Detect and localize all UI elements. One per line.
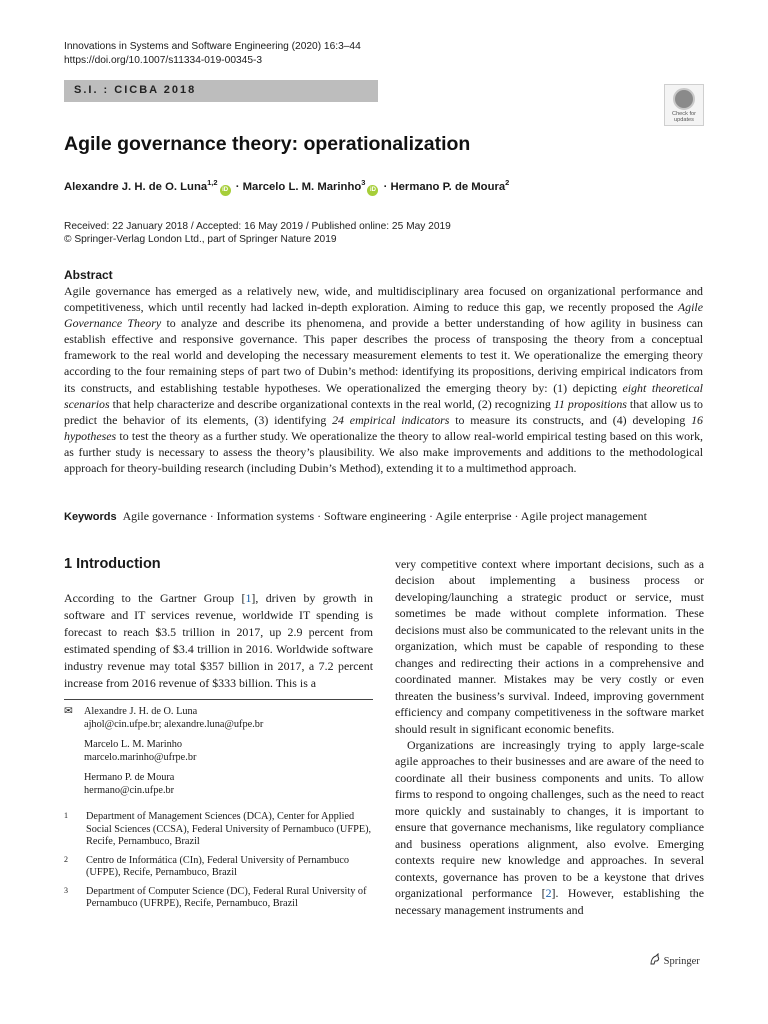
abstract-text: to test the theory as a further study. We operationalize the theory to allow real-world empirical testing based on this work, as further study is necessary to assess the theory’s plausibility. We also make improvements and additions to the methodological approach for theory-building research (including Dubin’s Method), extending it to a multimethod approach.: [64, 428, 703, 476]
abstract-text: that allow us to predict the behavior of its elements, (3) identifying: [64, 396, 703, 427]
check-for-updates-badge[interactable]: [664, 84, 704, 126]
affiliation-text: Department of Computer Science (DC), Federal Rural University of Pernambuco (UFRPE), Recife, Pernambuco, Brazil: [86, 885, 367, 909]
abstract-emphasis: Agile Governance Theory: [64, 300, 703, 331]
keywords-label: Keywords: [64, 511, 117, 523]
publication-dates: [64, 220, 451, 246]
orcid-icon[interactable]: iD: [367, 185, 378, 196]
badge-line2: updates: [674, 117, 694, 123]
affiliation-text: Department of Management Sciences (DCA), Center for Applied Social Sciences (CCSA), Federal University of Pernambuco (UFPE), Recife, Pernambuco, Brazil: [86, 811, 372, 847]
section-banner-label: S.I. : CICBA 2018: [74, 84, 197, 96]
affiliation-text: Centro de Informática (CIn), Federal University of Pernambuco (UFPE), Recife, Pernambuco, Brazil: [86, 854, 350, 878]
affiliation-number: 1: [64, 811, 68, 820]
affiliation-item: [64, 886, 373, 911]
intro-paragraph-2: very competitive context where important decisions, such as a decision about implementing a business process or developing/launching a strategic product or service, must sometimes be made without complete information. These decisions must also be communicated to the relevant units in the organization, which must be capable of responding to these changes and redirecting their actions in a comprehensive and coordinated manner. Mistakes may be very costly or even threaten the business’s survival. Indeed, improving government efficiency and company competitiveness in the software market should result in significant economic benefits.: [395, 557, 704, 736]
author-contact-name: Marcelo L. M. Marinho: [84, 739, 183, 750]
orcid-icon[interactable]: iD: [220, 185, 231, 196]
author-contact-email[interactable]: hermano@cin.ufpe.br: [84, 784, 175, 796]
affiliation-number: 3: [64, 885, 68, 895]
author-affil-sup: 2: [505, 178, 510, 187]
publisher-name: Springer: [663, 956, 700, 967]
crossmark-icon: [673, 88, 695, 110]
abstract-emphasis: 24 empirical indicators: [332, 412, 450, 427]
author-separator: ·: [232, 180, 243, 193]
intro-text: ], driven by growth in software and IT services revenue, worldwide IT spending is forecast to reach $3.5 trillion in 2017, up 2.9 percent from estimated spending of $3.4 trillion in 2016. Worldwide software industry revenue may total $357 billion in 2017, a 7.2 percent increase from 2016 revenue of $333 billion. This is a: [64, 591, 374, 691]
abstract-emphasis: 11 propositions: [553, 396, 627, 411]
author-name: Alexandre J. H. de O. Luna: [64, 180, 208, 193]
author-contact-email[interactable]: marcelo.marinho@ufrpe.br: [84, 751, 197, 763]
author-name: Hermano P. de Moura: [390, 180, 506, 193]
author-list: [64, 178, 509, 196]
publisher-footer: [648, 953, 700, 967]
footnote-divider: [64, 699, 373, 700]
paper-title: Agile governance theory: operationalization: [64, 133, 471, 155]
author-name: Marcelo L. M. Marinho: [242, 180, 362, 193]
history-line: Received: 22 January 2018 / Accepted: 16 May 2019 / Published online: 25 May 2019: [64, 221, 451, 232]
envelope-icon: ✉: [64, 706, 73, 717]
keywords-text: Agile governance · Information systems · Software engineering · Agile enterprise · Agile project management: [122, 509, 647, 523]
affiliation-item: [64, 811, 373, 849]
intro-paragraph-3: [395, 737, 704, 918]
corresponding-author-name: Alexandre J. H. de O. Luna: [84, 706, 198, 717]
citation-link[interactable]: 2: [545, 886, 552, 901]
abstract-emphasis: 16 hypotheses: [64, 412, 703, 443]
abstract-body: [64, 283, 703, 476]
correspondence-block: [64, 706, 373, 917]
author-separator: ·: [380, 180, 391, 193]
intro-paragraph-1: [64, 590, 373, 693]
author-affil-sup: 1,2: [207, 178, 218, 187]
corresponding-author-email[interactable]: ajhol@cin.ufpe.br; alexandre.luna@ufpe.br: [84, 718, 264, 730]
abstract-emphasis: eight theoretical scenarios: [64, 380, 703, 411]
intro-text: ]. However, establishing the necessary management instruments and: [395, 886, 704, 917]
author-affil-sup: 3: [361, 178, 366, 187]
copyright-line: © Springer-Verlag London Ltd., part of Springer Nature 2019: [64, 234, 337, 245]
abstract-text: that help characterize and describe organizational contexts in the real world, (2) recognizing: [109, 396, 554, 411]
abstract-text: to measure its constructs, and (4) developing: [449, 412, 692, 427]
springer-horse-icon: [648, 953, 661, 966]
badge-line1: Check for: [672, 111, 696, 117]
abstract-heading: Abstract: [64, 268, 113, 282]
keywords-line: [64, 509, 724, 524]
author-contact-name: Hermano P. de Moura: [84, 772, 175, 783]
doi-link[interactable]: https://doi.org/10.1007/s11334-019-00345-3: [64, 55, 263, 66]
affiliation-item: [64, 855, 373, 880]
intro-text: According to the Gartner Group [: [64, 591, 246, 605]
section-banner: [64, 80, 378, 102]
abstract-text: to analyze and describe its phenomena, and provide a better understanding of how agility in business can establish effective and responsive governance. This paper describes the process of transposing the theory from a conceptual framework to the real world and developing the necessary measurement elements to test it. We operationalize the emerging theory according to the four remaining steps of part two of Dubin’s method: identifying its propositions, deriving empirical indicators from its constructs, and establishing testable hypotheses. We operationalized the emerging theory by: (1) depicting: [64, 316, 704, 395]
journal-citation: Innovations in Systems and Software Engineering (2020) 16:3–44: [64, 41, 361, 52]
journal-header: [64, 40, 361, 68]
section-heading-introduction: 1 Introduction: [64, 556, 161, 572]
intro-text: Organizations are increasingly trying to apply large-scale agile approaches to their businesses and are aware of the need to coordinate all their business components and units. To allow firms to respond to ongoing challenges, such as the need to react more quickly and sustainably to changes, it is important to ensure that governance mechanisms, like regulatory compliance and business operations alignment, also evolve. Emerging contexts require new knowledge and approaches. In several contexts, governance has proven to be a keystone that drives organizational performance [: [395, 737, 704, 901]
affiliation-number: 2: [64, 854, 68, 864]
right-column-body: [395, 556, 704, 918]
abstract-text: Agile governance has emerged as a relatively new, wide, and multidisciplinary area focused on organizational performance and competitiveness, which until recently had lacked in-depth exploration. Aiming to reduce this gap, we recently proposed the: [64, 284, 703, 315]
citation-link[interactable]: 1: [245, 591, 252, 605]
